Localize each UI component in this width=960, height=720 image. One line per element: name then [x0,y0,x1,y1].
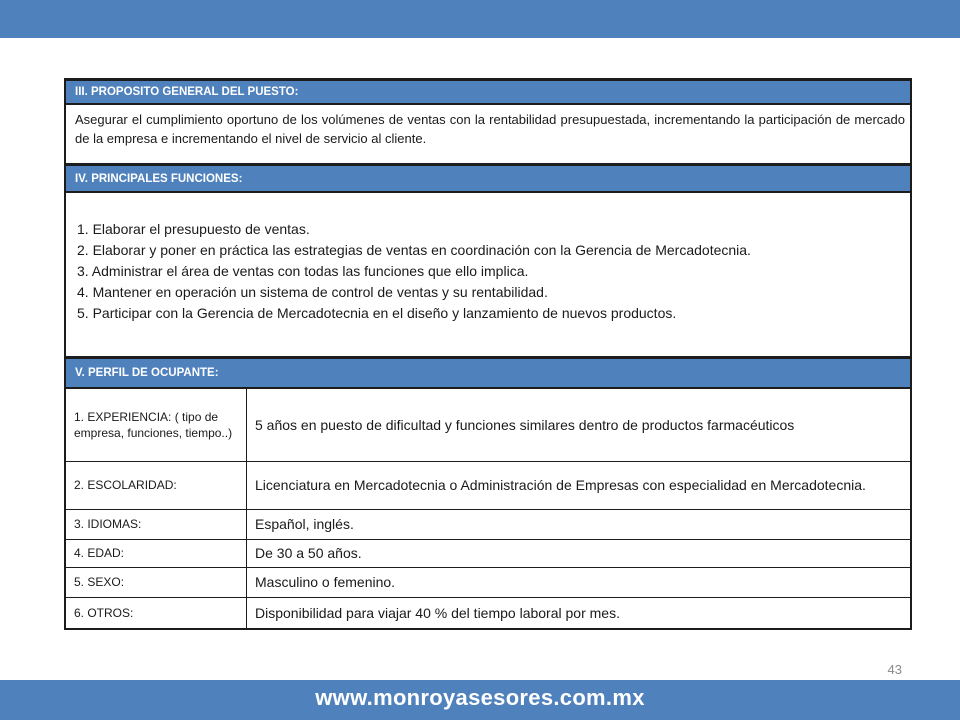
profile-value: 5 años en puesto de dificultad y funciones similares dentro de productos farmacéuticos [247,389,912,461]
page-number: 43 [887,662,902,677]
table-row [65,461,911,509]
table-row [65,567,911,597]
footer-url[interactable]: www.monroyasesores.com.mx [315,685,645,710]
profile-label: 1. EXPERIENCIA: ( tipo de empresa, funciones, tiempo..) [65,389,247,461]
profile-header: V. PERFIL DE OCUPANTE: [64,356,912,389]
purpose-section [64,78,912,165]
functions-section [64,163,912,358]
profile-value: Masculino o femenino. [247,567,912,597]
purpose-text: Asegurar el cumplimiento oportuno de los volúmenes de ventas con la rentabilidad presupuestada, incrementando la participación de mercado de la empresa e incrementando el nivel de servicio al cliente. [64,105,912,165]
functions-header: IV. PRINCIPALES FUNCIONES: [64,163,912,193]
table-row [65,597,911,629]
functions-list [64,193,912,358]
profile-label: 4. EDAD: [65,539,247,567]
top-banner [0,0,960,38]
table-row [65,509,911,539]
function-item: 2. Elaborar y poner en práctica las estrategias de ventas en coordinación con la Gerencia de Mercadotecnia. [77,242,751,258]
purpose-header: III. PROPOSITO GENERAL DEL PUESTO: [64,78,912,105]
profile-section [64,356,912,630]
profile-value: Español, inglés. [247,509,912,539]
function-item: 1. Elaborar el presupuesto de ventas. [77,221,310,237]
table-row [65,539,911,567]
profile-label: 5. SEXO: [65,567,247,597]
table-row [65,389,911,461]
profile-value: Disponibilidad para viajar 40 % del tiempo laboral por mes. [255,604,620,621]
profile-table [64,389,912,630]
profile-label: 3. IDIOMAS: [65,509,247,539]
profile-value: Licenciatura en Mercadotecnia o Administración de Empresas con especialidad en Mercadotecnia. [247,461,912,509]
function-item: 5. Participar con la Gerencia de Mercadotecnia en el diseño y lanzamiento de nuevos productos. [77,305,677,321]
profile-value: De 30 a 50 años. [247,539,912,567]
function-item: 4. Mantener en operación un sistema de control de ventas y su rentabilidad. [77,284,548,300]
function-item: 3. Administrar el área de ventas con todas las funciones que ello implica. [77,263,529,279]
profile-label: 6. OTROS: [65,597,247,629]
profile-label: 2. ESCOLARIDAD: [65,461,247,509]
